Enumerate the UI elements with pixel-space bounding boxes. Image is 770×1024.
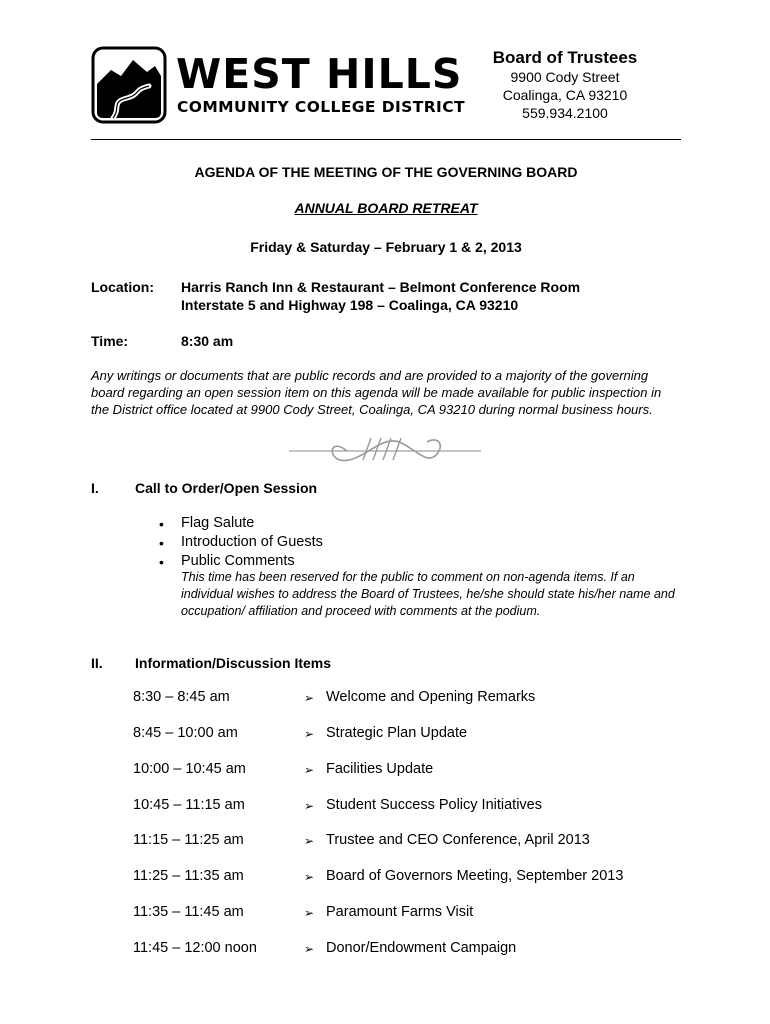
schedule-time: 11:45 – 12:00 noon (133, 940, 257, 956)
time-label: Time: (91, 333, 129, 349)
location-label: Location: (91, 279, 154, 295)
schedule-time: 10:00 – 10:45 am (133, 761, 246, 777)
section-1-title: Call to Order/Open Session (135, 480, 318, 496)
location-line-2: Interstate 5 and Highway 198 – Coalinga, CA 93210 (181, 297, 519, 313)
schedule-time: 10:45 – 11:15 am (133, 797, 245, 813)
arrow-bullet-icon: ➢ (304, 727, 315, 741)
agenda-subheading: ANNUAL BOARD RETREAT (294, 200, 478, 216)
office-street: 9900 Cody Street (510, 69, 620, 85)
logo-name: WEST HILLS (176, 50, 463, 98)
flourish-divider (287, 430, 483, 470)
section-1-number: I. (91, 480, 99, 496)
list-item: Introduction of Guests (181, 534, 323, 550)
logo-subtitle: COMMUNITY COLLEGE DISTRICT (177, 98, 465, 116)
flourish-ornament (287, 430, 483, 470)
arrow-bullet-icon: ➢ (304, 870, 315, 884)
schedule-item: Donor/Endowment Campaign (326, 940, 517, 956)
schedule-item: Trustee and CEO Conference, April 2013 (326, 832, 590, 848)
mountain-road-icon (91, 46, 167, 124)
arrow-bullet-icon: ➢ (304, 834, 315, 848)
office-phone: 559.934.2100 (522, 105, 608, 121)
arrow-bullet-icon: ➢ (304, 691, 315, 705)
arrow-bullet-icon: ➢ (304, 906, 315, 920)
schedule-time: 11:15 – 11:25 am (133, 832, 244, 848)
section-2-title: Information/Discussion Items (135, 655, 332, 671)
bullet-icon: • (159, 554, 164, 570)
schedule-item: Paramount Farms Visit (326, 904, 474, 920)
public-comments-note: This time has been reserved for the public to comment on non-agenda items. If an individual wishes to address the Board of Trustees, he/she should state his/her name and occupation/ affiliation and proceed with comments at the podium. (181, 570, 675, 618)
location-line-1: Harris Ranch Inn & Restaurant – Belmont Conference Room (181, 279, 581, 295)
schedule-time: 8:30 – 8:45 am (133, 689, 230, 705)
meeting-date: Friday & Saturday – February 1 & 2, 2013 (250, 239, 522, 255)
schedule-item: Student Success Policy Initiatives (326, 797, 542, 813)
header-divider (91, 139, 681, 140)
arrow-bullet-icon: ➢ (304, 942, 315, 956)
time-value: 8:30 am (181, 333, 234, 349)
list-item: Flag Salute (181, 515, 255, 531)
section-2-number: II. (91, 655, 103, 671)
bullet-icon: • (159, 535, 164, 551)
arrow-bullet-icon: ➢ (304, 763, 315, 777)
office-city: Coalinga, CA 93210 (502, 87, 628, 103)
list-item: Public Comments (181, 553, 295, 569)
schedule-time: 11:25 – 11:35 am (133, 868, 244, 884)
schedule-time: 11:35 – 11:45 am (133, 904, 244, 920)
schedule-item: Board of Governors Meeting, September 2013 (326, 868, 624, 884)
bullet-icon: • (159, 516, 164, 532)
schedule-item: Facilities Update (326, 761, 434, 777)
schedule-item: Strategic Plan Update (326, 725, 468, 741)
office-title: Board of Trustees (492, 48, 638, 67)
arrow-bullet-icon: ➢ (304, 799, 315, 813)
schedule-time: 8:45 – 10:00 am (133, 725, 238, 741)
schedule-item: Welcome and Opening Remarks (326, 689, 536, 705)
public-records-notice: Any writings or documents that are public records and are provided to a majority of the governing board regarding an open session item on this agenda will be made available for public inspection in the District office located at 9900 Cody Street, Coalinga, CA 93210 during normal business hours. (91, 368, 662, 417)
agenda-heading: AGENDA OF THE MEETING OF THE GOVERNING BOARD (194, 164, 578, 180)
